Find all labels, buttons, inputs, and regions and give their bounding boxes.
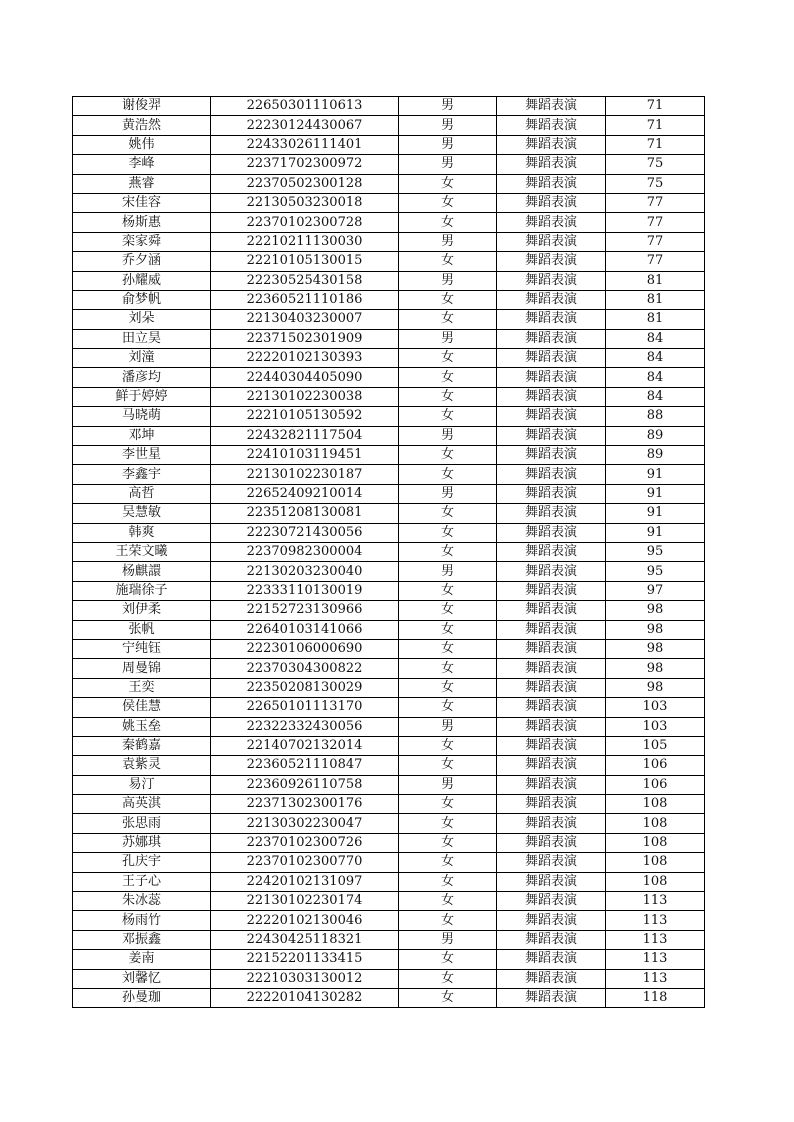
rank-cell: 95 <box>606 542 705 561</box>
table-row <box>73 523 705 542</box>
gender-cell: 女 <box>399 290 497 309</box>
exam-id-cell: 22370982300004 <box>211 542 399 561</box>
exam-id-cell: 22230525430158 <box>211 271 399 290</box>
rank-cell: 113 <box>606 911 705 930</box>
gender-cell: 男 <box>399 775 497 794</box>
exam-id-cell: 22371302300176 <box>211 795 399 814</box>
student-name-cell: 苏娜琪 <box>73 833 211 852</box>
student-name-cell: 高英淇 <box>73 795 211 814</box>
exam-id-cell: 22230106000690 <box>211 639 399 658</box>
major-cell: 舞蹈表演 <box>497 97 606 116</box>
student-name-cell: 杨麒譞 <box>73 562 211 581</box>
rank-cell: 88 <box>606 407 705 426</box>
exam-id-cell: 22360521110847 <box>211 756 399 775</box>
student-name-cell: 李峰 <box>73 155 211 174</box>
major-cell: 舞蹈表演 <box>497 155 606 174</box>
student-name-cell: 李世星 <box>73 446 211 465</box>
student-name-cell: 王荣文曦 <box>73 542 211 561</box>
rank-cell: 98 <box>606 678 705 697</box>
gender-cell: 女 <box>399 795 497 814</box>
gender-cell: 女 <box>399 969 497 988</box>
student-name-cell: 谢俊羿 <box>73 97 211 116</box>
student-name-cell: 朱冰蕊 <box>73 892 211 911</box>
table-row <box>73 484 705 503</box>
rank-cell: 103 <box>606 717 705 736</box>
exam-id-cell: 22371502301909 <box>211 329 399 348</box>
student-name-cell: 韩爽 <box>73 523 211 542</box>
results-table <box>72 96 705 1008</box>
exam-id-cell: 22333110130019 <box>211 581 399 600</box>
exam-id-cell: 22322332430056 <box>211 717 399 736</box>
gender-cell: 男 <box>399 232 497 251</box>
student-name-cell: 张思雨 <box>73 814 211 833</box>
exam-id-cell: 22220102130393 <box>211 349 399 368</box>
exam-id-cell: 22210105130015 <box>211 252 399 271</box>
rank-cell: 103 <box>606 698 705 717</box>
major-cell: 舞蹈表演 <box>497 542 606 561</box>
rank-cell: 75 <box>606 174 705 193</box>
gender-cell: 女 <box>399 911 497 930</box>
table-row <box>73 446 705 465</box>
gender-cell: 女 <box>399 465 497 484</box>
table-row <box>73 581 705 600</box>
student-name-cell: 邓坤 <box>73 426 211 445</box>
gender-cell: 男 <box>399 717 497 736</box>
gender-cell: 女 <box>399 756 497 775</box>
table-row <box>73 426 705 445</box>
table-row <box>73 969 705 988</box>
rank-cell: 97 <box>606 581 705 600</box>
rank-cell: 108 <box>606 814 705 833</box>
gender-cell: 男 <box>399 135 497 154</box>
student-name-cell: 燕睿 <box>73 174 211 193</box>
rank-cell: 105 <box>606 736 705 755</box>
rank-cell: 81 <box>606 310 705 329</box>
rank-cell: 77 <box>606 232 705 251</box>
rank-cell: 71 <box>606 135 705 154</box>
student-name-cell: 孔庆宇 <box>73 853 211 872</box>
gender-cell: 女 <box>399 407 497 426</box>
exam-id-cell: 22210303130012 <box>211 969 399 988</box>
major-cell: 舞蹈表演 <box>497 349 606 368</box>
major-cell: 舞蹈表演 <box>497 892 606 911</box>
major-cell: 舞蹈表演 <box>497 484 606 503</box>
major-cell: 舞蹈表演 <box>497 426 606 445</box>
rank-cell: 113 <box>606 950 705 969</box>
gender-cell: 女 <box>399 678 497 697</box>
gender-cell: 女 <box>399 853 497 872</box>
major-cell: 舞蹈表演 <box>497 562 606 581</box>
major-cell: 舞蹈表演 <box>497 698 606 717</box>
student-name-cell: 孙耀威 <box>73 271 211 290</box>
gender-cell: 女 <box>399 193 497 212</box>
major-cell: 舞蹈表演 <box>497 271 606 290</box>
major-cell: 舞蹈表演 <box>497 290 606 309</box>
major-cell: 舞蹈表演 <box>497 368 606 387</box>
table-row <box>73 213 705 232</box>
exam-id-cell: 22152723130966 <box>211 601 399 620</box>
gender-cell: 女 <box>399 698 497 717</box>
table-row <box>73 310 705 329</box>
gender-cell: 女 <box>399 620 497 639</box>
student-name-cell: 易汀 <box>73 775 211 794</box>
gender-cell: 女 <box>399 581 497 600</box>
rank-cell: 89 <box>606 426 705 445</box>
major-cell: 舞蹈表演 <box>497 950 606 969</box>
exam-id-cell: 22650101113170 <box>211 698 399 717</box>
exam-id-cell: 22370304300822 <box>211 659 399 678</box>
major-cell: 舞蹈表演 <box>497 446 606 465</box>
exam-id-cell: 22220102130046 <box>211 911 399 930</box>
student-name-cell: 杨斯惠 <box>73 213 211 232</box>
student-name-cell: 栾家舜 <box>73 232 211 251</box>
results-sheet <box>72 96 704 1008</box>
student-name-cell: 田立昊 <box>73 329 211 348</box>
exam-id-cell: 22440304405090 <box>211 368 399 387</box>
gender-cell: 女 <box>399 174 497 193</box>
major-cell: 舞蹈表演 <box>497 756 606 775</box>
gender-cell: 男 <box>399 930 497 949</box>
student-name-cell: 刘朵 <box>73 310 211 329</box>
student-name-cell: 秦鹤嘉 <box>73 736 211 755</box>
table-row <box>73 930 705 949</box>
gender-cell: 男 <box>399 484 497 503</box>
table-row <box>73 504 705 523</box>
student-name-cell: 黄浩然 <box>73 116 211 135</box>
table-row <box>73 775 705 794</box>
rank-cell: 108 <box>606 872 705 891</box>
exam-id-cell: 22130102230174 <box>211 892 399 911</box>
table-row <box>73 678 705 697</box>
student-name-cell: 俞梦帆 <box>73 290 211 309</box>
gender-cell: 女 <box>399 833 497 852</box>
exam-id-cell: 22360521110186 <box>211 290 399 309</box>
table-row <box>73 155 705 174</box>
student-name-cell: 杨雨竹 <box>73 911 211 930</box>
rank-cell: 91 <box>606 504 705 523</box>
rank-cell: 106 <box>606 756 705 775</box>
major-cell: 舞蹈表演 <box>497 988 606 1007</box>
major-cell: 舞蹈表演 <box>497 581 606 600</box>
major-cell: 舞蹈表演 <box>497 232 606 251</box>
table-row <box>73 329 705 348</box>
gender-cell: 女 <box>399 504 497 523</box>
rank-cell: 91 <box>606 484 705 503</box>
major-cell: 舞蹈表演 <box>497 833 606 852</box>
major-cell: 舞蹈表演 <box>497 717 606 736</box>
student-name-cell: 宋佳容 <box>73 193 211 212</box>
student-name-cell: 宁纯钰 <box>73 639 211 658</box>
table-row <box>73 271 705 290</box>
student-name-cell: 张帆 <box>73 620 211 639</box>
exam-id-cell: 22140702132014 <box>211 736 399 755</box>
rank-cell: 108 <box>606 795 705 814</box>
table-row <box>73 387 705 406</box>
exam-id-cell: 22210211130030 <box>211 232 399 251</box>
table-row <box>73 698 705 717</box>
student-name-cell: 马晓萌 <box>73 407 211 426</box>
table-row <box>73 853 705 872</box>
exam-id-cell: 22230124430067 <box>211 116 399 135</box>
gender-cell: 男 <box>399 155 497 174</box>
table-row <box>73 872 705 891</box>
major-cell: 舞蹈表演 <box>497 213 606 232</box>
exam-id-cell: 22130403230007 <box>211 310 399 329</box>
exam-id-cell: 22371702300972 <box>211 155 399 174</box>
gender-cell: 女 <box>399 639 497 658</box>
gender-cell: 女 <box>399 659 497 678</box>
table-row <box>73 349 705 368</box>
rank-cell: 84 <box>606 387 705 406</box>
rank-cell: 98 <box>606 639 705 658</box>
major-cell: 舞蹈表演 <box>497 814 606 833</box>
table-row <box>73 135 705 154</box>
table-row <box>73 368 705 387</box>
student-name-cell: 王子心 <box>73 872 211 891</box>
table-row <box>73 950 705 969</box>
student-name-cell: 刘馨忆 <box>73 969 211 988</box>
exam-id-cell: 22370102300770 <box>211 853 399 872</box>
gender-cell: 男 <box>399 97 497 116</box>
table-row <box>73 639 705 658</box>
gender-cell: 女 <box>399 601 497 620</box>
table-row <box>73 814 705 833</box>
major-cell: 舞蹈表演 <box>497 853 606 872</box>
gender-cell: 女 <box>399 349 497 368</box>
table-row <box>73 542 705 561</box>
student-name-cell: 周曼锦 <box>73 659 211 678</box>
rank-cell: 77 <box>606 213 705 232</box>
gender-cell: 女 <box>399 542 497 561</box>
exam-id-cell: 22650301110613 <box>211 97 399 116</box>
rank-cell: 71 <box>606 97 705 116</box>
major-cell: 舞蹈表演 <box>497 116 606 135</box>
rank-cell: 84 <box>606 368 705 387</box>
gender-cell: 女 <box>399 252 497 271</box>
exam-id-cell: 22220104130282 <box>211 988 399 1007</box>
major-cell: 舞蹈表演 <box>497 135 606 154</box>
table-row <box>73 232 705 251</box>
exam-id-cell: 22130203230040 <box>211 562 399 581</box>
rank-cell: 98 <box>606 601 705 620</box>
major-cell: 舞蹈表演 <box>497 639 606 658</box>
major-cell: 舞蹈表演 <box>497 659 606 678</box>
gender-cell: 女 <box>399 213 497 232</box>
major-cell: 舞蹈表演 <box>497 387 606 406</box>
student-name-cell: 孙曼珈 <box>73 988 211 1007</box>
exam-id-cell: 22230721430056 <box>211 523 399 542</box>
rank-cell: 75 <box>606 155 705 174</box>
table-row <box>73 601 705 620</box>
exam-id-cell: 22130302230047 <box>211 814 399 833</box>
exam-id-cell: 22370102300726 <box>211 833 399 852</box>
gender-cell: 女 <box>399 523 497 542</box>
table-row <box>73 116 705 135</box>
rank-cell: 91 <box>606 465 705 484</box>
major-cell: 舞蹈表演 <box>497 601 606 620</box>
rank-cell: 113 <box>606 969 705 988</box>
exam-id-cell: 22410103119451 <box>211 446 399 465</box>
major-cell: 舞蹈表演 <box>497 523 606 542</box>
student-name-cell: 施瑞徐子 <box>73 581 211 600</box>
student-name-cell: 姚伟 <box>73 135 211 154</box>
table-row <box>73 174 705 193</box>
exam-id-cell: 22652409210014 <box>211 484 399 503</box>
major-cell: 舞蹈表演 <box>497 465 606 484</box>
major-cell: 舞蹈表演 <box>497 310 606 329</box>
exam-id-cell: 22640103141066 <box>211 620 399 639</box>
gender-cell: 女 <box>399 368 497 387</box>
exam-id-cell: 22130102230187 <box>211 465 399 484</box>
student-name-cell: 李鑫宇 <box>73 465 211 484</box>
table-row <box>73 795 705 814</box>
student-name-cell: 刘伊柔 <box>73 601 211 620</box>
major-cell: 舞蹈表演 <box>497 911 606 930</box>
rank-cell: 106 <box>606 775 705 794</box>
major-cell: 舞蹈表演 <box>497 736 606 755</box>
table-row <box>73 290 705 309</box>
major-cell: 舞蹈表演 <box>497 872 606 891</box>
exam-id-cell: 22370502300128 <box>211 174 399 193</box>
gender-cell: 男 <box>399 426 497 445</box>
major-cell: 舞蹈表演 <box>497 620 606 639</box>
major-cell: 舞蹈表演 <box>497 193 606 212</box>
gender-cell: 女 <box>399 736 497 755</box>
student-name-cell: 鲜于婷婷 <box>73 387 211 406</box>
gender-cell: 男 <box>399 329 497 348</box>
student-name-cell: 姚玉垒 <box>73 717 211 736</box>
rank-cell: 89 <box>606 446 705 465</box>
gender-cell: 男 <box>399 116 497 135</box>
rank-cell: 118 <box>606 988 705 1007</box>
major-cell: 舞蹈表演 <box>497 504 606 523</box>
table-row <box>73 620 705 639</box>
gender-cell: 女 <box>399 988 497 1007</box>
major-cell: 舞蹈表演 <box>497 252 606 271</box>
rank-cell: 113 <box>606 930 705 949</box>
student-name-cell: 袁紫灵 <box>73 756 211 775</box>
student-name-cell: 潘彦均 <box>73 368 211 387</box>
major-cell: 舞蹈表演 <box>497 795 606 814</box>
table-row <box>73 892 705 911</box>
rank-cell: 91 <box>606 523 705 542</box>
exam-id-cell: 22130503230018 <box>211 193 399 212</box>
student-name-cell: 吴慧敏 <box>73 504 211 523</box>
student-name-cell: 王奕 <box>73 678 211 697</box>
table-row <box>73 659 705 678</box>
table-row <box>73 736 705 755</box>
exam-id-cell: 22433026111401 <box>211 135 399 154</box>
major-cell: 舞蹈表演 <box>497 969 606 988</box>
gender-cell: 男 <box>399 271 497 290</box>
exam-id-cell: 22152201133415 <box>211 950 399 969</box>
results-table-body <box>73 97 705 1008</box>
gender-cell: 女 <box>399 950 497 969</box>
rank-cell: 113 <box>606 892 705 911</box>
rank-cell: 77 <box>606 252 705 271</box>
rank-cell: 108 <box>606 853 705 872</box>
exam-id-cell: 22130102230038 <box>211 387 399 406</box>
rank-cell: 98 <box>606 620 705 639</box>
major-cell: 舞蹈表演 <box>497 775 606 794</box>
exam-id-cell: 22210105130592 <box>211 407 399 426</box>
student-name-cell: 乔夕涵 <box>73 252 211 271</box>
table-row <box>73 465 705 484</box>
exam-id-cell: 22370102300728 <box>211 213 399 232</box>
table-row <box>73 756 705 775</box>
exam-id-cell: 22360926110758 <box>211 775 399 794</box>
table-row <box>73 833 705 852</box>
student-name-cell: 侯佳慧 <box>73 698 211 717</box>
gender-cell: 女 <box>399 310 497 329</box>
table-row <box>73 407 705 426</box>
rank-cell: 98 <box>606 659 705 678</box>
student-name-cell: 邓振鑫 <box>73 930 211 949</box>
major-cell: 舞蹈表演 <box>497 678 606 697</box>
table-row <box>73 562 705 581</box>
exam-id-cell: 22350208130029 <box>211 678 399 697</box>
rank-cell: 108 <box>606 833 705 852</box>
exam-id-cell: 22430425118321 <box>211 930 399 949</box>
table-row <box>73 97 705 116</box>
exam-id-cell: 22351208130081 <box>211 504 399 523</box>
gender-cell: 女 <box>399 892 497 911</box>
table-row <box>73 717 705 736</box>
gender-cell: 女 <box>399 387 497 406</box>
gender-cell: 女 <box>399 872 497 891</box>
rank-cell: 81 <box>606 271 705 290</box>
gender-cell: 女 <box>399 446 497 465</box>
gender-cell: 女 <box>399 814 497 833</box>
rank-cell: 71 <box>606 116 705 135</box>
table-row <box>73 911 705 930</box>
rank-cell: 81 <box>606 290 705 309</box>
rank-cell: 84 <box>606 329 705 348</box>
major-cell: 舞蹈表演 <box>497 329 606 348</box>
student-name-cell: 高哲 <box>73 484 211 503</box>
rank-cell: 77 <box>606 193 705 212</box>
table-row <box>73 252 705 271</box>
student-name-cell: 刘潼 <box>73 349 211 368</box>
exam-id-cell: 22420102131097 <box>211 872 399 891</box>
table-row <box>73 193 705 212</box>
major-cell: 舞蹈表演 <box>497 407 606 426</box>
table-row <box>73 988 705 1007</box>
rank-cell: 84 <box>606 349 705 368</box>
gender-cell: 男 <box>399 562 497 581</box>
exam-id-cell: 22432821117504 <box>211 426 399 445</box>
student-name-cell: 姜南 <box>73 950 211 969</box>
major-cell: 舞蹈表演 <box>497 930 606 949</box>
major-cell: 舞蹈表演 <box>497 174 606 193</box>
rank-cell: 95 <box>606 562 705 581</box>
